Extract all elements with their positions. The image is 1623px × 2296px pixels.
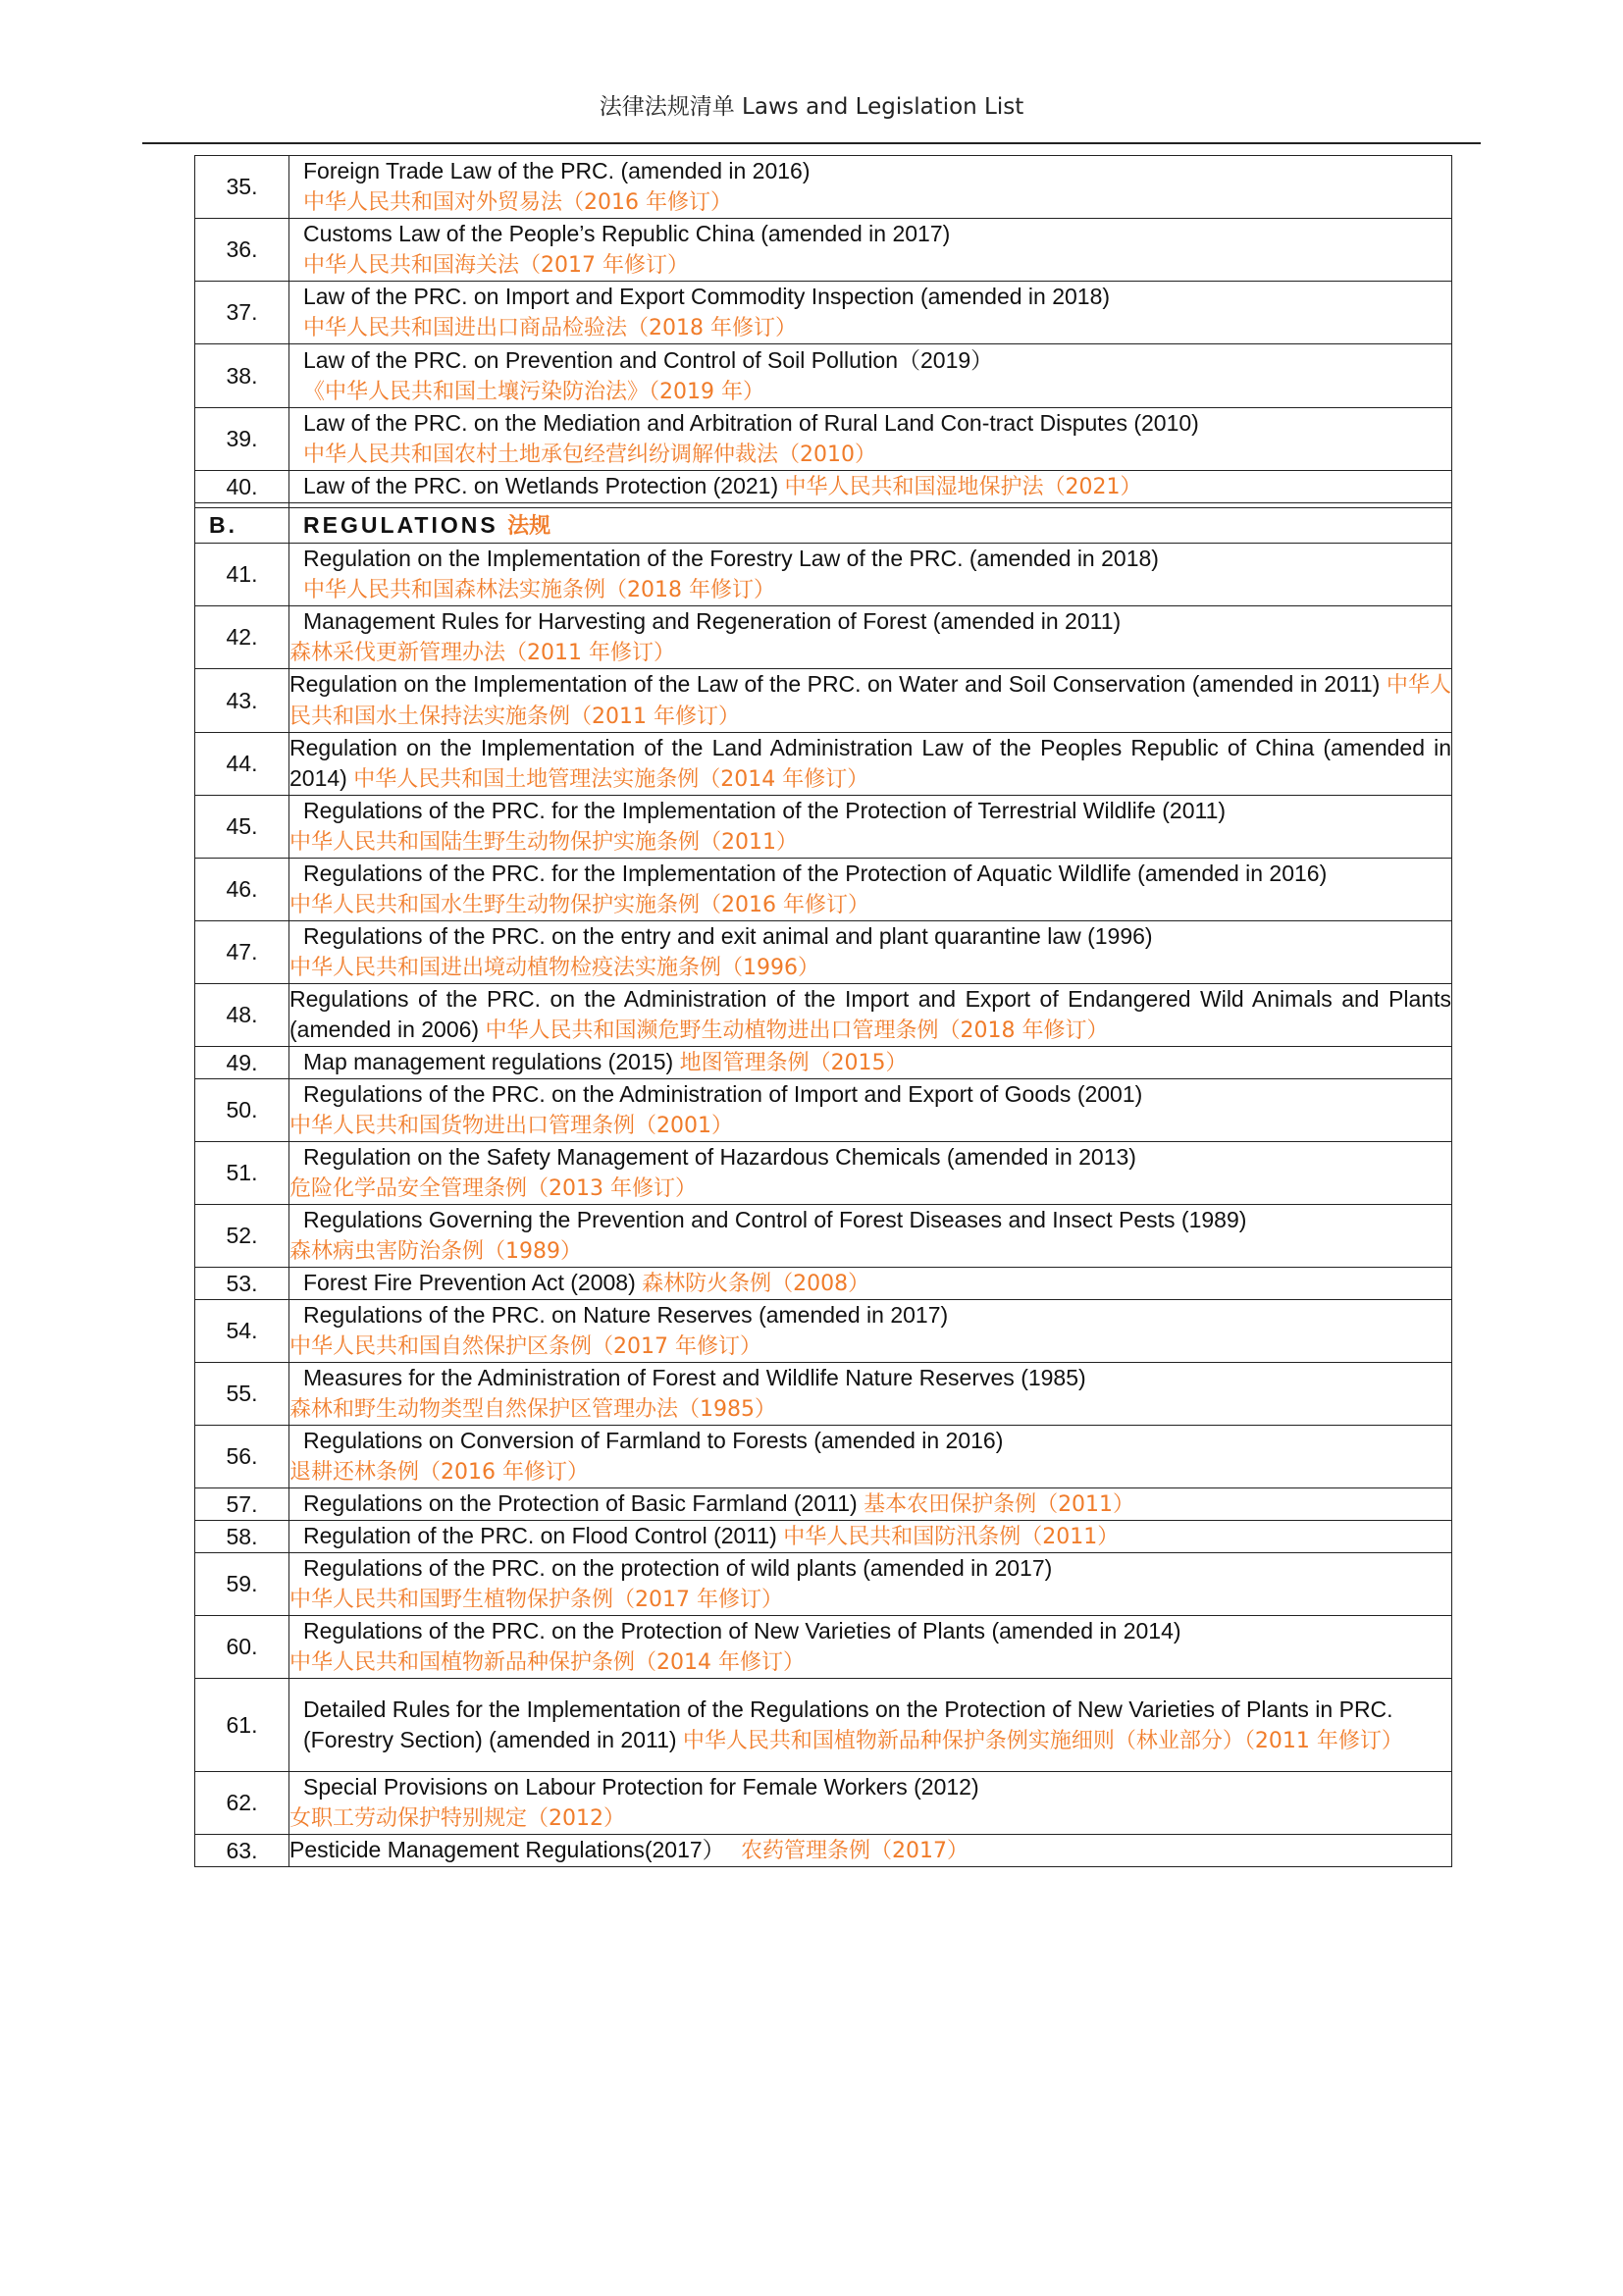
law-title-cn: 中华人民共和国水土保持法实施条例（2011 年修订） bbox=[289, 673, 1451, 729]
law-title-cn: 中华人民共和国防汛条例（2011） bbox=[783, 1525, 1120, 1549]
row-description bbox=[289, 408, 1452, 471]
law-title-en: Pesticide Management Regulations(2017） bbox=[289, 1837, 725, 1862]
law-title-en: Regulations of the PRC. on the Protection of New Varieties of Plants (amended in 2014) bbox=[303, 1618, 1181, 1644]
table-row bbox=[195, 796, 1452, 859]
row-description bbox=[289, 984, 1452, 1047]
table-row bbox=[195, 733, 1452, 796]
law-title-en: Management Rules for Harvesting and Regeneration of Forest (amended in 2011) bbox=[303, 608, 1122, 634]
law-title-cn: 森林和野生动物类型自然保护区管理办法（1985） bbox=[289, 1397, 776, 1422]
law-title-cn: 中华人民共和国水生野生动物保护实施条例（2016 年修订） bbox=[289, 893, 869, 917]
law-title-en: Customs Law of the People’s Republic China (amended in 2017) bbox=[303, 221, 951, 246]
row-number: 48. bbox=[195, 984, 289, 1047]
row-number: 60. bbox=[195, 1616, 289, 1679]
section-header-regulations bbox=[195, 508, 1452, 544]
row-number: 63. bbox=[195, 1835, 289, 1867]
law-title-en: Regulation of the PRC. on Flood Control (2011) bbox=[303, 1523, 777, 1548]
table-row bbox=[195, 1616, 1452, 1679]
law-title-en: Law of the PRC. on Import and Export Commodity Inspection (amended in 2018) bbox=[303, 284, 1111, 309]
row-number: 37. bbox=[195, 282, 289, 344]
row-description bbox=[289, 1142, 1452, 1205]
table-row bbox=[195, 156, 1452, 219]
table-row bbox=[195, 1488, 1452, 1521]
law-title-cn: 中华人民共和国农村土地承包经营纠纷调解仲裁法（2010） bbox=[303, 443, 876, 467]
row-description bbox=[289, 1047, 1452, 1079]
row-number: 55. bbox=[195, 1363, 289, 1426]
row-description bbox=[289, 219, 1452, 282]
row-description bbox=[289, 1488, 1452, 1521]
table-row bbox=[195, 1772, 1452, 1835]
law-title-en: Regulations on Conversion of Farmland to Forests (amended in 2016) bbox=[303, 1428, 1004, 1453]
row-description bbox=[289, 606, 1452, 669]
row-description bbox=[289, 1553, 1452, 1616]
legislation-table bbox=[194, 155, 1452, 1867]
section-letter: B. bbox=[195, 508, 289, 544]
law-title-cn: 中华人民共和国植物新品种保护条例（2014 年修订） bbox=[289, 1650, 805, 1675]
row-description bbox=[289, 1079, 1452, 1142]
row-number: 49. bbox=[195, 1047, 289, 1079]
page-header-title: 法律法规清单 Laws and Legislation List bbox=[599, 94, 1024, 120]
law-title-en: Regulation on the Implementation of the Land Administration Law of the Peoples Republic of China (amended in 2014) bbox=[289, 735, 1451, 791]
row-number: 57. bbox=[195, 1488, 289, 1521]
row-description bbox=[289, 1521, 1452, 1553]
table-row bbox=[195, 1047, 1452, 1079]
law-title-cn: 中华人民共和国植物新品种保护条例实施细则（林业部分）（2011 年修订） bbox=[682, 1728, 1403, 1753]
table-row bbox=[195, 1142, 1452, 1205]
law-title-en: Map management regulations (2015) bbox=[303, 1049, 674, 1074]
header-divider bbox=[142, 142, 1481, 144]
table-row bbox=[195, 219, 1452, 282]
law-title-cn: 森林病虫害防治条例（1989） bbox=[289, 1239, 582, 1264]
section-title-cn: 法规 bbox=[507, 513, 551, 539]
law-title-cn: 中华人民共和国对外贸易法（2016 年修订） bbox=[303, 190, 732, 215]
row-number: 38. bbox=[195, 344, 289, 408]
law-title-en: Regulations on the Protection of Basic Farmland (2011) bbox=[303, 1490, 858, 1516]
law-title-cn: 危险化学品安全管理条例（2013 年修订） bbox=[289, 1176, 697, 1201]
table-row bbox=[195, 1553, 1452, 1616]
table-row bbox=[195, 282, 1452, 344]
table-row bbox=[195, 859, 1452, 921]
row-description bbox=[289, 1772, 1452, 1835]
law-title-en: Regulations Governing the Prevention and Control of Forest Diseases and Insect Pests (1989) bbox=[303, 1207, 1247, 1232]
row-number: 44. bbox=[195, 733, 289, 796]
law-title-en: Regulations of the PRC. on the entry and exit animal and plant quarantine law (1996) bbox=[303, 923, 1153, 949]
row-number: 42. bbox=[195, 606, 289, 669]
table-row bbox=[195, 1079, 1452, 1142]
row-description bbox=[289, 1616, 1452, 1679]
law-title-en: Regulations of the PRC. on Nature Reserves (amended in 2017) bbox=[303, 1302, 949, 1328]
law-title-en: Regulations of the PRC. on the Administration of Import and Export of Goods (2001) bbox=[303, 1081, 1143, 1107]
row-number: 59. bbox=[195, 1553, 289, 1616]
row-description bbox=[289, 1363, 1452, 1426]
law-title-cn: 中华人民共和国野生植物保护条例（2017 年修订） bbox=[289, 1588, 783, 1612]
section-title-en: REGULATIONS bbox=[303, 511, 498, 538]
table-row bbox=[195, 1679, 1452, 1772]
table-row bbox=[195, 1205, 1452, 1268]
law-title-en: Law of the PRC. on Wetlands Protection (2021) bbox=[303, 473, 779, 498]
row-number: 62. bbox=[195, 1772, 289, 1835]
table-row bbox=[195, 921, 1452, 984]
table-row bbox=[195, 606, 1452, 669]
row-number: 46. bbox=[195, 859, 289, 921]
law-title-cn: 基本农田保护条例（2011） bbox=[864, 1492, 1135, 1517]
law-title-en: Regulations of the PRC. for the Implementation of the Protection of Terrestrial Wildlife (2011) bbox=[303, 798, 1227, 823]
law-title-cn: 《中华人民共和国土壤污染防治法》（2019 年） bbox=[303, 379, 764, 404]
row-description bbox=[289, 669, 1452, 733]
row-description bbox=[289, 859, 1452, 921]
law-title-en: Law of the PRC. on Prevention and Control of Soil Pollution（2019） bbox=[303, 346, 994, 373]
law-title-cn: 中华人民共和国海关法（2017 年修订） bbox=[303, 253, 689, 278]
row-description bbox=[289, 1268, 1452, 1300]
row-description bbox=[289, 156, 1452, 219]
law-title-cn: 中华人民共和国土地管理法实施条例（2014 年修订） bbox=[353, 767, 869, 792]
law-title-cn: 中华人民共和国货物进出口管理条例（2001） bbox=[289, 1114, 733, 1138]
row-description bbox=[289, 1205, 1452, 1268]
law-title-en: Regulation on the Safety Management of Hazardous Chemicals (amended in 2013) bbox=[303, 1144, 1136, 1170]
law-title-cn: 地图管理条例（2015） bbox=[679, 1051, 908, 1075]
row-number: 52. bbox=[195, 1205, 289, 1268]
law-title-en: Forest Fire Prevention Act (2008) bbox=[303, 1270, 636, 1295]
row-number: 39. bbox=[195, 408, 289, 471]
row-description bbox=[289, 1835, 1452, 1867]
law-title-cn: 女职工劳动保护特别规定（2012） bbox=[289, 1806, 625, 1831]
row-number: 51. bbox=[195, 1142, 289, 1205]
law-title-cn: 中华人民共和国进出境动植物检疫法实施条例（1996） bbox=[289, 956, 819, 980]
table-row bbox=[195, 344, 1452, 408]
law-title-en: Regulations of the PRC. on the Administration of the Import and Export of Endangered Wild Animals and Plants (amended in 2006) bbox=[289, 986, 1451, 1042]
row-description bbox=[289, 796, 1452, 859]
table-row bbox=[195, 984, 1452, 1047]
row-number: 41. bbox=[195, 544, 289, 606]
row-description bbox=[289, 544, 1452, 606]
law-title-cn: 森林采伐更新管理办法（2011 年修订） bbox=[289, 641, 675, 665]
row-number: 54. bbox=[195, 1300, 289, 1363]
row-description bbox=[289, 921, 1452, 984]
law-title-cn: 中华人民共和国湿地保护法（2021） bbox=[784, 475, 1142, 499]
row-description bbox=[289, 1426, 1452, 1488]
law-title-cn: 中华人民共和国进出口商品检验法（2018 年修订） bbox=[303, 316, 797, 340]
law-title-cn: 中华人民共和国陆生野生动物保护实施条例（2011） bbox=[289, 830, 798, 855]
table-row bbox=[195, 408, 1452, 471]
table-row bbox=[195, 669, 1452, 733]
table-row bbox=[195, 1426, 1452, 1488]
table-row bbox=[195, 1835, 1452, 1867]
row-description bbox=[289, 471, 1452, 503]
law-title-en: Regulations of the PRC. on the protection of wild plants (amended in 2017) bbox=[303, 1555, 1053, 1581]
law-title-cn: 森林防火条例（2008） bbox=[642, 1272, 870, 1296]
row-number: 56. bbox=[195, 1426, 289, 1488]
law-title-en: Detailed Rules for the Implementation of the Regulations on the Protection of New Varieties of Plants in PRC. (Forestry Section) (amended in 2011) bbox=[303, 1696, 1393, 1752]
law-title-cn: 中华人民共和国自然保护区条例（2017 年修订） bbox=[289, 1334, 761, 1359]
row-description bbox=[289, 344, 1452, 408]
section-title bbox=[289, 508, 1452, 544]
law-title-en: Foreign Trade Law of the PRC. (amended in 2016) bbox=[303, 158, 811, 183]
law-title-cn: 中华人民共和国森林法实施条例（2018 年修订） bbox=[303, 578, 775, 602]
table-row bbox=[195, 1300, 1452, 1363]
law-title-en: Special Provisions on Labour Protection for Female Workers (2012) bbox=[303, 1774, 979, 1800]
row-number: 58. bbox=[195, 1521, 289, 1553]
row-description bbox=[289, 1300, 1452, 1363]
law-title-en: Measures for the Administration of Forest and Wildlife Nature Reserves (1985) bbox=[303, 1365, 1086, 1390]
row-number: 35. bbox=[195, 156, 289, 219]
law-title-en: Regulation on the Implementation of the Law of the PRC. on Water and Soil Conservation (amended in 2011) bbox=[289, 671, 1381, 697]
table-row bbox=[195, 471, 1452, 503]
row-number: 36. bbox=[195, 219, 289, 282]
law-title-en: Law of the PRC. on the Mediation and Arbitration of Rural Land Con-tract Disputes (2010) bbox=[303, 410, 1199, 436]
row-number: 43. bbox=[195, 669, 289, 733]
table-row bbox=[195, 1521, 1452, 1553]
law-title-en: Regulation on the Implementation of the Forestry Law of the PRC. (amended in 2018) bbox=[303, 546, 1159, 571]
law-title-cn: 农药管理条例（2017） bbox=[741, 1839, 969, 1863]
row-number: 61. bbox=[195, 1679, 289, 1772]
row-number: 47. bbox=[195, 921, 289, 984]
table-row bbox=[195, 1268, 1452, 1300]
row-number: 45. bbox=[195, 796, 289, 859]
row-number: 40. bbox=[195, 471, 289, 503]
law-title-cn: 退耕还林条例（2016 年修订） bbox=[289, 1460, 589, 1485]
table-row bbox=[195, 544, 1452, 606]
law-title-en: Regulations of the PRC. for the Implementation of the Protection of Aquatic Wildlife (amended in 2016) bbox=[303, 861, 1328, 886]
row-number: 53. bbox=[195, 1268, 289, 1300]
row-number: 50. bbox=[195, 1079, 289, 1142]
row-description bbox=[289, 282, 1452, 344]
law-title-cn: 中华人民共和国濒危野生动植物进出口管理条例（2018 年修订） bbox=[485, 1018, 1109, 1043]
row-description bbox=[289, 733, 1452, 796]
table-row bbox=[195, 1363, 1452, 1426]
row-description bbox=[289, 1679, 1452, 1772]
